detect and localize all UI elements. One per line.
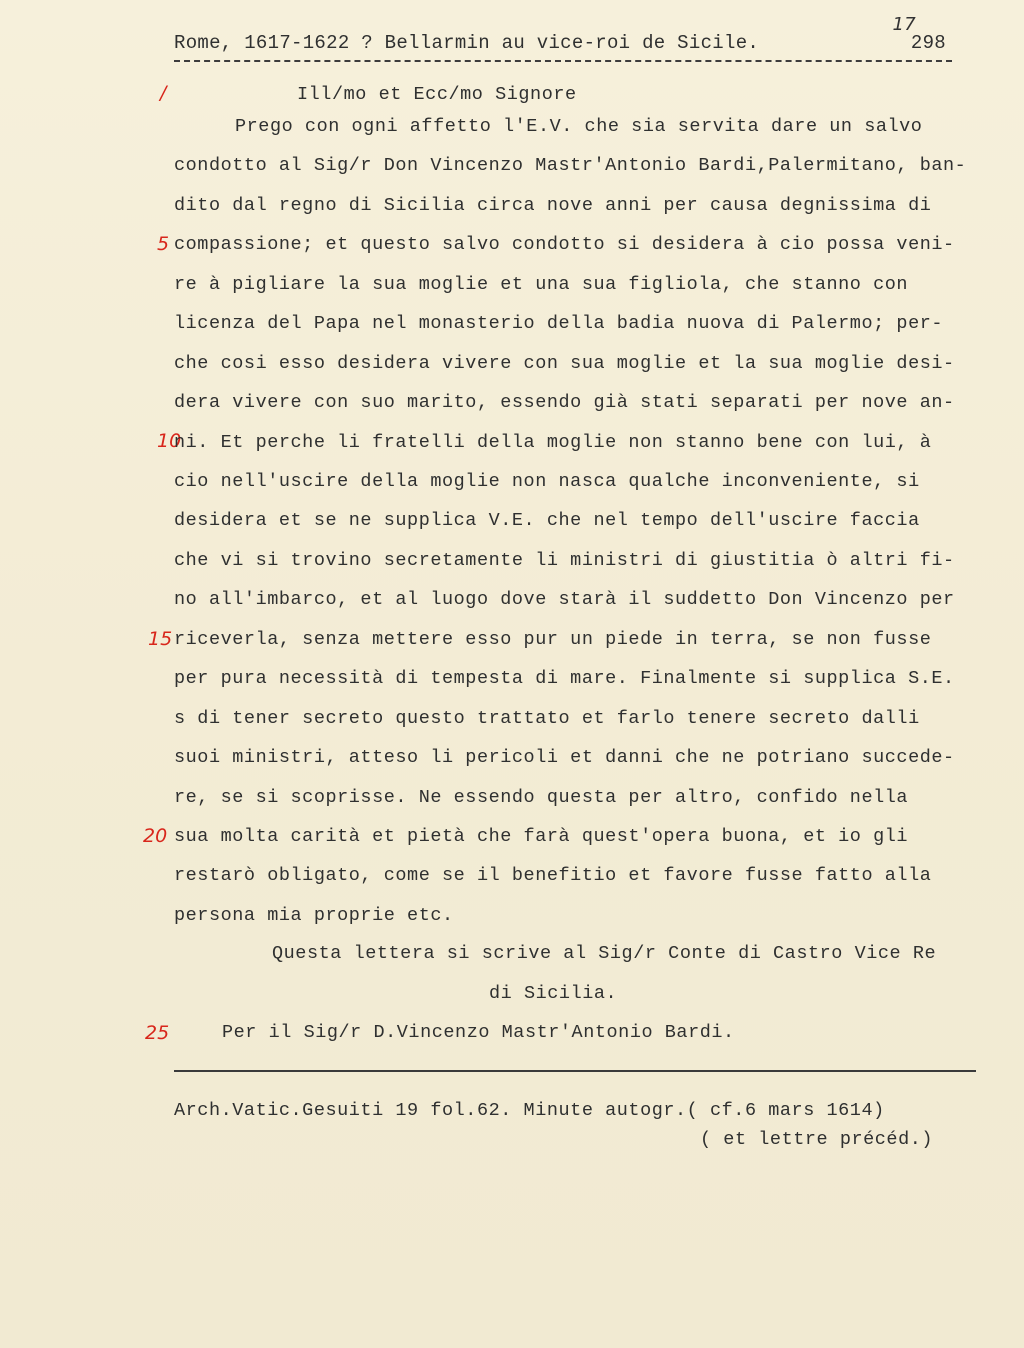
body-line: che cosi esso desidera vivere con sua moglie et la sua moglie desi- — [174, 353, 955, 374]
body-line: persona mia proprie etc. — [174, 905, 454, 926]
body-line: cio nell'uscire della moglie non nasca qualche inconveniente, si — [174, 471, 920, 492]
body-line: re à pigliare la sua moglie et una sua figliola, che stanno con — [174, 274, 909, 295]
body-line: Prego con ogni affetto l'E.V. che sia servita dare un salvo — [235, 116, 923, 137]
body-line: sua molta carità et pietà che farà quest'opera buona, et io gli — [174, 826, 909, 847]
body-line: licenza del Papa nel monasterio della badia nuova di Palermo; per- — [174, 313, 944, 334]
body-line: dito dal regno di Sicilia circa nove anni per causa degnissima di — [174, 195, 932, 216]
body-line: dera vivere con suo marito, essendo già stati separati per nove an- — [174, 392, 955, 413]
body-line: restarò obligato, come se il benefitio et favore fusse fatto alla — [174, 865, 932, 886]
page-header — [174, 14, 952, 62]
body-line: suoi ministri, atteso li pericoli et danni che ne potriano succede- — [174, 747, 955, 768]
margin-number-20: 20 — [143, 825, 168, 847]
body-line: ni. Et perche li fratelli della moglie non stanno bene con lui, à — [174, 432, 932, 453]
body-line: s di tener secreto questo trattato et farlo tenere secreto dalli — [174, 708, 920, 729]
note-line-1: Questa lettera si scrive al Sig/r Conte di Castro Vice Re — [272, 943, 937, 964]
body-line: no all'imbarco, et al luogo dove starà il suddetto Don Vincenzo per — [174, 589, 955, 610]
note-line-2: di Sicilia. — [489, 983, 618, 1004]
subscription-line: Per il Sig/r D.Vincenzo Mastr'Antonio Bardi. — [222, 1022, 735, 1043]
footer-note: ( et lettre précéd.) — [700, 1129, 934, 1150]
page-number: 298 — [910, 32, 946, 54]
margin-number-25: 25 — [145, 1022, 170, 1044]
margin-number-15: 15 — [148, 628, 173, 650]
body-line: re, se si scoprisse. Ne essendo questa per altro, confido nella — [174, 787, 909, 808]
footer-divider — [174, 1070, 976, 1072]
margin-number-5: 5 — [157, 233, 170, 255]
body-line: condotto al Sig/r Don Vincenzo Mastr'Antonio Bardi,Palermitano, ban- — [174, 155, 967, 176]
salutation: Ill/mo et Ecc/mo Signore — [297, 84, 577, 105]
footer-source: Arch.Vatic.Gesuiti 19 fol.62. Minute autogr.( cf.6 mars 1614) — [174, 1100, 885, 1121]
margin-number-10: 10 — [157, 430, 182, 452]
body-line: che vi si trovino secretamente li ministri di giustitia ò altri fi- — [174, 550, 955, 571]
margin-marker-1: / — [160, 82, 167, 104]
body-line: compassione; et questo salvo condotto si desidera à cio possa veni- — [174, 234, 955, 255]
page-number-note: 17 — [892, 14, 916, 35]
body-line: per pura necessità di tempesta di mare. Finalmente si supplica S.E. — [174, 668, 955, 689]
header-title: Rome, 1617-1622 ? Bellarmin au vice-roi de Sicile. — [174, 32, 760, 54]
body-line: riceverla, senza mettere esso pur un piede in terra, se non fusse — [174, 629, 932, 650]
body-line: desidera et se ne supplica V.E. che nel tempo dell'uscire faccia — [174, 510, 920, 531]
